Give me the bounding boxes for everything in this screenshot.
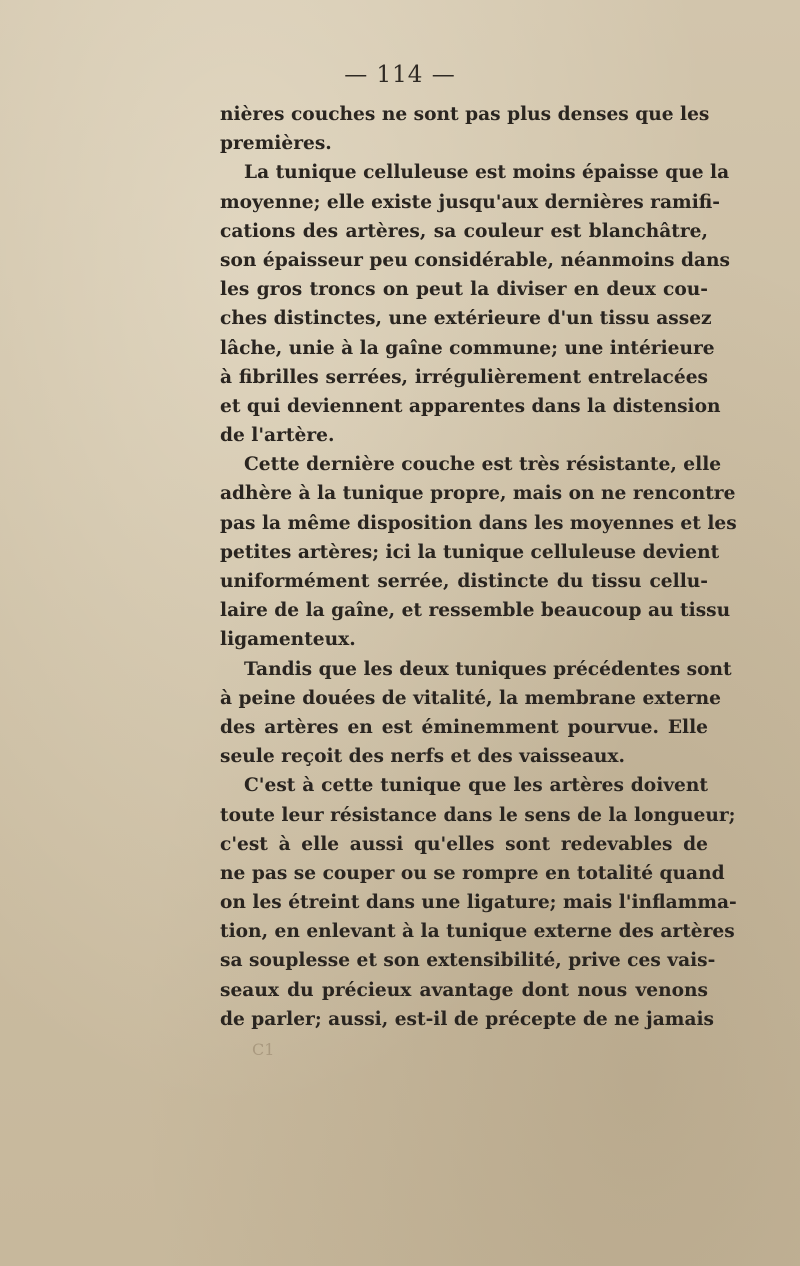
text-line: on les étreint dans une ligature; mais l'inflamma- [220,892,737,914]
text-line: lâche, unie à la gaîne commune; une intérieure [220,337,715,359]
text-line: premières. [220,133,332,155]
text-line: c'est à elle aussi qu'elles sont redevables de [220,833,708,855]
text-line: de parler; aussi, est-il de précepte de ne jamais [220,1008,715,1030]
text-line: Tandis que les deux tuniques précédentes sont [244,658,732,680]
page-number: — 114 — [344,62,456,88]
text-line: toute leur résistance dans le sens de la longueur; [220,804,736,826]
text-line: pas la même disposition dans les moyennes et les [220,512,737,534]
text-line: nières couches ne sont pas plus denses que les [220,104,710,125]
text-line: à peine douées de vitalité, la membrane externe [220,687,721,709]
text-line: et qui deviennent apparentes dans la distension [220,395,721,417]
text-line: Cette dernière couche est très résistante, elle [244,454,722,476]
text-line: ligamenteux. [220,629,356,651]
text-line: adhère à la tunique propre, mais on ne rencontre [220,483,736,505]
text-line: de l'artère. [220,425,335,447]
text-line: C'est à cette tunique que les artères doivent [244,775,708,797]
text-line: laire de la gaîne, et ressemble beaucoup au tissu [220,600,731,622]
text-line: ne pas se couper ou se rompre en totalité quand [220,862,725,884]
text-line: seaux du précieux avantage dont nous venons [220,979,708,1001]
text-line: petites artères; ici la tunique celluleuse devient [220,541,720,563]
text-line: uniformément serrée, distincte du tissu cellu- [220,571,708,592]
signature-mark: C1 [252,1040,275,1059]
text-line: ches distinctes, une extérieure d'un tissu assez [220,308,712,330]
text-line: cations des artères, sa couleur est blanchâtre, [220,220,708,242]
text-line: son épaisseur peu considérable, néanmoins dans [220,249,731,271]
text-line: les gros troncs on peut la diviser en deux cou- [220,279,708,301]
text-line: La tunique celluleuse est moins épaisse que la [244,162,730,184]
text-line: seule reçoit des nerfs et des vaisseaux. [220,746,625,768]
body-text [220,100,737,1034]
text-line: des artères en est éminemment pourvue. Elle [220,716,708,738]
text-line: tion, en enlevant à la tunique externe des artères [220,921,735,943]
text-line: à fibrilles serrées, irrégulièrement entrelacées [220,366,708,388]
text-line: moyenne; elle existe jusqu'aux dernières ramifi- [220,191,720,213]
text-line: sa souplesse et son extensibilité, prive ces vais- [220,950,716,972]
